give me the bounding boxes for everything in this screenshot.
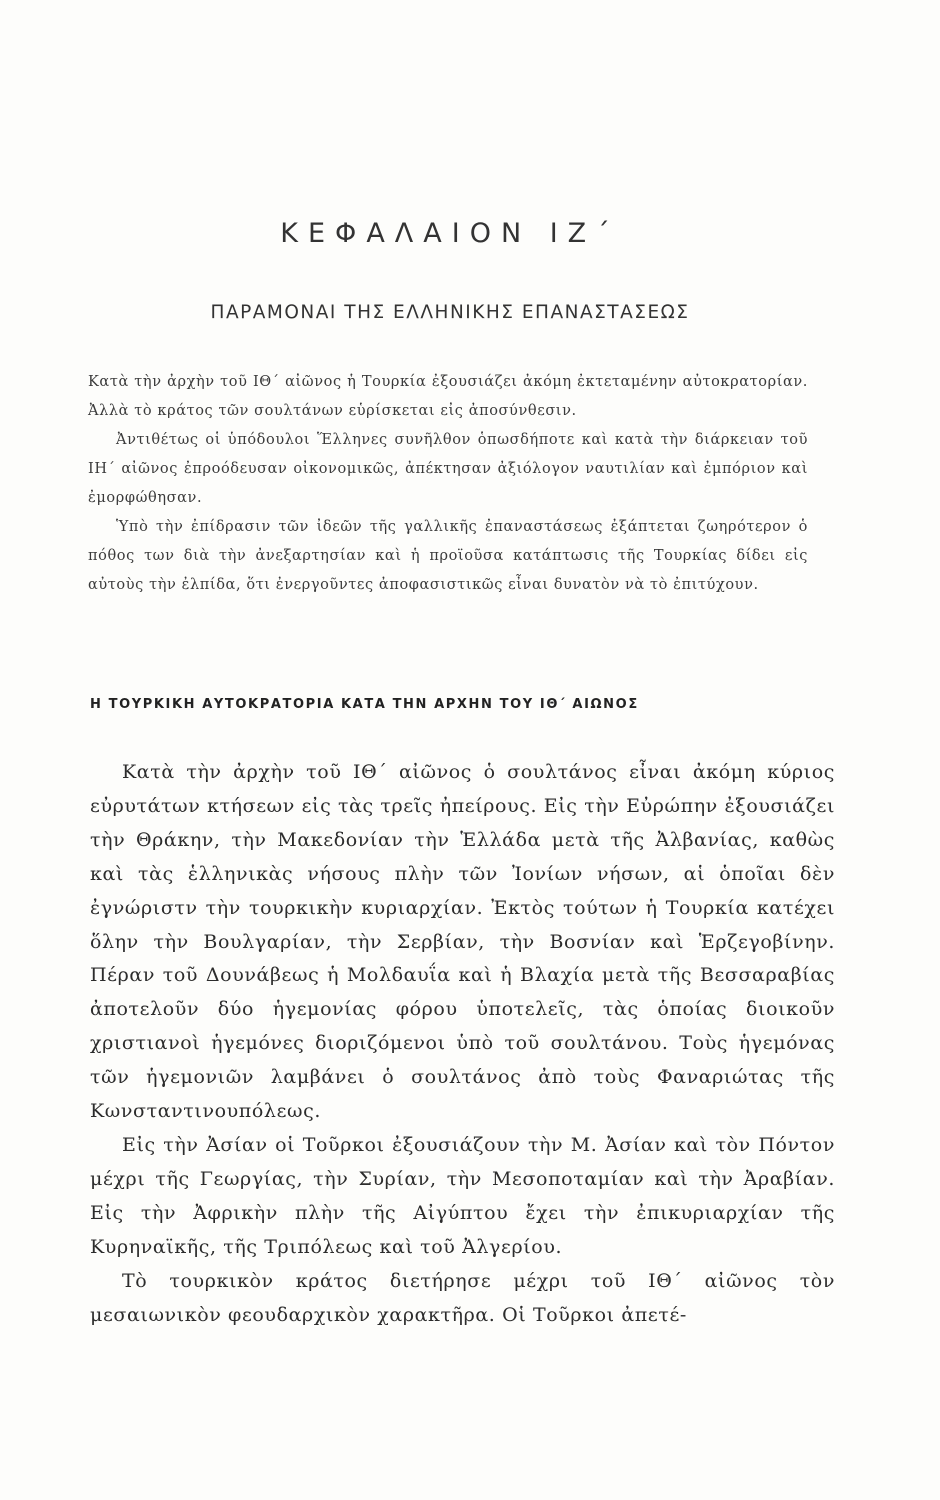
summary-paragraph: Κατὰ τὴν ἀρχὴν τοῦ ΙΘ΄ αἰῶνος ἡ Τουρκία ἐξουσιάζει ἀκόμη ἐκτεταμένην αὐτοκρατορίαν. Ἀλλὰ τὸ κράτος τῶν σουλτάνων εὑρίσκεται εἰς ἀποσύνθεσιν. (88, 374, 808, 419)
chapter-title: ΚΕΦΑΛΑΙΟΝ ΙΖ΄ (280, 218, 620, 249)
summary-paragraph: Ὑπὸ τὴν ἐπίδρασιν τῶν ἰδεῶν τῆς γαλλικῆς ἐπαναστάσεως ἐξάπτεται ζωηρότερον ὁ πόθος των διὰ τὴν ἀνεξαρτησίαν καὶ ἡ προϊοῦσα κατάπτωσις τῆς Τουρκίας δίδει εἰς αὐτοὺς τὴν ἐλπίδα, ὅτι ἐνεργοῦντες ἀποφασιστικῶς εἶναι δυνατὸν νὰ τὸ ἐπιτύχουν. (88, 519, 808, 593)
body-paragraph: Κατὰ τὴν ἀρχὴν τοῦ ΙΘ΄ αἰῶνος ὁ σουλτάνος εἶναι ἀκόμη κύριος εὐρυτάτων κτήσεων εἰς τὰς τρεῖς ἠπείρους. Εἰς τὴν Εὐρώπην ἐξουσιάζει τὴν Θράκην, τὴν Μακεδονίαν τὴν Ἑλλάδα μετὰ τῆς Ἀλβανίας, καθὼς καὶ τὰς ἑλληνικὰς νήσους πλὴν τῶν Ἰονίων νήσων, αἱ ὁποῖαι δὲν ἐγνώριστν τὴν τουρκικὴν κυριαρχίαν. Ἐκτὸς τούτων ἡ Τουρκία κατέχει ὅλην τὴν Βουλγαρίαν, τὴν Σερβίαν, τὴν Βοσνίαν καὶ Ἑρζεγοβίνην. Πέραν τοῦ Δουνάβεως ἡ Μολδαυΐα καὶ ἡ Βλαχία μετὰ τῆς Βεσσαραβίας ἀποτελοῦν δύο ἡγεμονίας φόρου ὑποτελεῖς, τὰς ὁποίας διοικοῦν χριστιανοὶ ἡγεμόνες διοριζόμενοι ὑπὸ τοῦ σουλτάνου. Τοὺς ἡγεμόνας τῶν ἡγεμονιῶν λαμβάνει ὁ σουλτάνος ἀπὸ τοὺς Φαναριώτας τῆς Κωνσταντινουπόλεως. (90, 761, 835, 1123)
chapter-summary (88, 368, 808, 600)
chapter-subtitle: ΠΑΡΑΜΟΝΑΙ ΤΗΣ ΕΛΛΗΝΙΚΗΣ ΕΠΑΝΑΣΤΑΣΕΩΣ (210, 302, 690, 323)
summary-paragraph: Ἀντιθέτως οἱ ὑπόδουλοι Ἕλληνες συνῆλθον ὁπωσδήποτε καὶ κατὰ τὴν διάρκειαν τοῦ ΙΗ΄ αἰῶνος ἐπροόδευσαν οἰκονομικῶς, ἀπέκτησαν ἀξιόλογον ναυτιλίαν καὶ ἐμπόριον καὶ ἐμορφώθησαν. (88, 432, 808, 506)
body-paragraph: Τὸ τουρκικὸν κράτος διετήρησε μέχρι τοῦ ΙΘ΄ αἰῶνος τὸν μεσαιωνικὸν φεουδαρχικὸν χαρακτῆρα. Οἱ Τοῦρκοι ἀπετέ- (90, 1269, 835, 1326)
section-body (90, 756, 835, 1332)
section-heading: Η ΤΟΥΡΚΙΚΗ ΑΥΤΟΚΡΑΤΟΡΙΑ ΚΑΤΑ ΤΗΝ ΑΡΧΗΝ ΤΟΥ ΙΘ΄ ΑΙΩΝΟΣ (90, 697, 639, 712)
body-paragraph: Εἰς τὴν Ἀσίαν οἱ Τοῦρκοι ἐξουσιάζουν τὴν Μ. Ἀσίαν καὶ τὸν Πόντον μέχρι τῆς Γεωργίας, τὴν Συρίαν, τὴν Μεσοποταμίαν καὶ τὴν Ἀραβίαν. Εἰς τὴν Ἀφρικὴν πλὴν τῆς Αἰγύπτου ἔχει τὴν ἐπικυριαρχίαν τῆς Κυρηναϊκῆς, τῆς Τριπόλεως καὶ τοῦ Ἀλγερίου. (90, 1133, 835, 1258)
